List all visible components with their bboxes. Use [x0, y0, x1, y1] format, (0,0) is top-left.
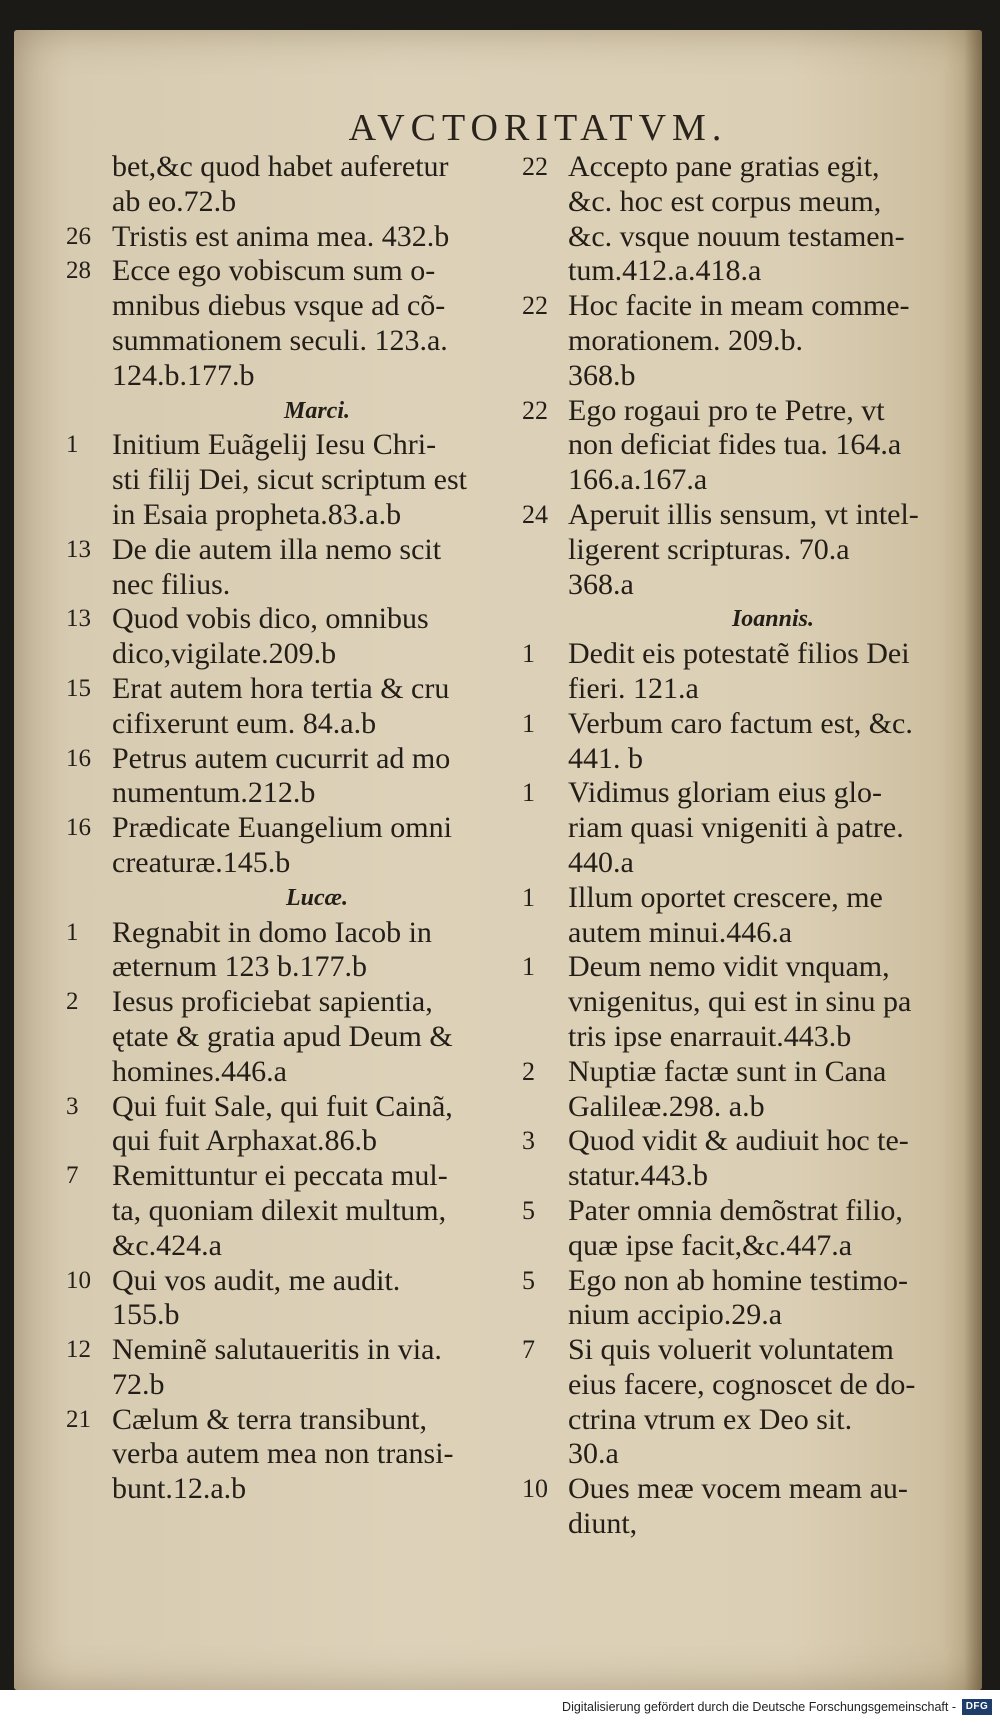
citation-entry [66, 220, 522, 255]
citation-line: non deficiat fides tua. 164.a [568, 428, 902, 462]
citation-line: creaturæ.145.b [112, 845, 291, 879]
citation-entry [66, 533, 522, 603]
citation-line: quæ ipse facit,&c.447.a [568, 1228, 853, 1262]
citation-entry [66, 916, 522, 986]
citation-line: Dedit eis potestatẽ filios Dei [568, 637, 910, 671]
citation-line: Illum oportet crescere, me [568, 880, 883, 914]
citation-entry [522, 950, 978, 1054]
citation-line: Cælum & terra transibunt, [112, 1402, 427, 1436]
citation-entry [66, 1090, 522, 1160]
citation-line: Deum nemo vidit vnquam, [568, 950, 890, 984]
citation-line: Quod vidit & audiuit hoc te- [568, 1124, 909, 1158]
chapter-number: 16 [66, 744, 91, 772]
citation-line: Qui fuit Sale, qui fuit Cainã, [112, 1089, 453, 1123]
chapter-number: 1 [522, 952, 535, 982]
chapter-number: 1 [66, 918, 79, 946]
citation-line: riam quasi vnigeniti à patre. [568, 811, 904, 845]
left-column [66, 150, 522, 1507]
citation-line: morationem. 209.b. [568, 323, 803, 357]
citation-line: ctrina vtrum ex Deo sit. [568, 1402, 853, 1436]
citation-entry [522, 1472, 978, 1542]
citation-entry [522, 1333, 978, 1472]
chapter-number: 1 [66, 431, 79, 459]
citation-entry [522, 1194, 978, 1264]
chapter-number: 28 [66, 257, 91, 285]
chapter-number: 1 [522, 708, 535, 738]
citation-line: Hoc facite in meam comme- [568, 289, 910, 323]
citation-line: 368.a [568, 567, 634, 601]
citation-line: mnibus diebus vsque ad cõ- [112, 289, 446, 323]
citation-line: nec filius. [112, 567, 231, 601]
running-header: AVCTORITATVM. [348, 107, 728, 149]
citation-line: Qui vos audit, me audit. [112, 1263, 401, 1297]
citation-line: Neminẽ salutaueritis in via. [112, 1333, 442, 1367]
citation-entry [66, 811, 522, 881]
citation-line: Galileæ.298. a.b [568, 1089, 765, 1123]
chapter-number: 2 [66, 988, 79, 1016]
digitization-footer [0, 1690, 1000, 1726]
chapter-number: 13 [66, 535, 91, 563]
citation-line: Aperuit illis sensum, vt intel- [568, 497, 919, 531]
chapter-number: 21 [66, 1405, 91, 1433]
citation-line: æternum 123 b.177.b [112, 950, 367, 984]
citation-line: Regnabit in domo Iacob in [112, 915, 432, 949]
citation-line: Nuptiæ factæ sunt in Cana [568, 1054, 887, 1088]
chapter-number: 12 [66, 1336, 91, 1364]
citation-line: &c. vsque nouum testamen- [568, 219, 905, 253]
dfg-logo: DFG [962, 1699, 992, 1715]
citation-line: Initium Euãgelij Iesu Chri- [112, 428, 437, 462]
citation-entry [522, 1055, 978, 1125]
citation-line: Verbum caro factum est, &c. [568, 706, 913, 740]
book-section-heading: Marci. [284, 397, 350, 424]
chapter-number: 1 [522, 639, 535, 669]
citation-line: Petrus autem cucurrit ad mo [112, 741, 451, 775]
citation-line: Ego rogaui pro te Petre, vt [568, 393, 885, 427]
citation-line: &c.424.a [112, 1228, 222, 1262]
citation-line: ętate & gratia apud Deum & [112, 1019, 453, 1053]
citation-line: 155.b [112, 1298, 180, 1332]
citation-line: ligerent scripturas. 70.a [568, 532, 850, 566]
citation-line: 30.a [568, 1437, 619, 1471]
chapter-number: 5 [522, 1195, 535, 1225]
book-section-heading: Lucæ. [286, 884, 348, 911]
citation-line: statur.443.b [568, 1159, 708, 1193]
chapter-number: 7 [522, 1335, 535, 1365]
citation-entry [522, 707, 978, 777]
citation-line: vnigenitus, qui est in sinu pa [568, 985, 912, 1019]
citation-line: Iesus proficiebat sapientia, [112, 985, 433, 1019]
citation-line: homines.446.a [112, 1054, 287, 1088]
citation-line: bunt.12.a.b [112, 1472, 247, 1506]
citation-entry [522, 637, 978, 707]
chapter-number: 22 [522, 152, 548, 181]
citation-line: numentum.212.b [112, 776, 316, 810]
citation-line: 166.a.167.a [568, 463, 708, 497]
citation-entry [522, 289, 978, 393]
right-column [522, 150, 978, 1542]
citation-entry [66, 254, 522, 393]
citation-entry [66, 150, 522, 220]
citation-entry [522, 1124, 978, 1194]
citation-entry [66, 1264, 522, 1334]
citation-line: &c. hoc est corpus meum, [568, 184, 882, 218]
citation-entry [66, 1333, 522, 1403]
chapter-number: 10 [522, 1474, 548, 1504]
citation-entry [66, 742, 522, 812]
chapter-number: 10 [66, 1266, 91, 1294]
citation-line: qui fuit Arphaxat.86.b [112, 1124, 377, 1158]
citation-entry [522, 776, 978, 880]
citation-line: Tristis est anima mea. 432.b [112, 219, 450, 253]
citation-entry [66, 1403, 522, 1507]
chapter-number: 7 [66, 1162, 79, 1190]
citation-line: summationem seculi. 123.a. [112, 323, 448, 357]
chapter-number: 13 [66, 605, 91, 633]
citation-line: tum.412.a.418.a [568, 254, 762, 288]
citation-line: nium accipio.29.a [568, 1298, 783, 1332]
citation-entry [66, 602, 522, 672]
citation-line: Accepto pane gratias egit, [568, 150, 880, 183]
citation-line: in Esaia propheta.83.a.b [112, 497, 402, 531]
chapter-number: 22 [522, 395, 548, 425]
citation-line: cifixerunt eum. 84.a.b [112, 706, 377, 740]
chapter-number: 1 [522, 778, 535, 808]
citation-line: diunt, [568, 1507, 638, 1541]
citation-line: Si quis voluerit voluntatem [568, 1333, 894, 1367]
citation-line: Remittuntur ei peccata mul- [112, 1159, 448, 1193]
chapter-number: 3 [522, 1126, 535, 1156]
chapter-number: 2 [522, 1056, 535, 1086]
citation-line: Ego non ab homine testimo- [568, 1263, 908, 1297]
citation-line: bet,&c quod habet auferetur [112, 150, 449, 183]
citation-line: 124.b.177.b [112, 358, 255, 392]
citation-line: De die autem illa nemo scit [112, 532, 442, 566]
citation-line: autem minui.446.a [568, 915, 793, 949]
citation-entry [522, 881, 978, 951]
chapter-number: 15 [66, 674, 91, 702]
citation-line: ab eo.72.b [112, 184, 237, 218]
citation-entry [66, 428, 522, 532]
citation-line: eius facere, cognoscet de do- [568, 1367, 916, 1401]
citation-line: Oues meæ vocem meam au- [568, 1472, 908, 1506]
chapter-number: 1 [522, 882, 535, 912]
book-page [14, 30, 982, 1690]
citation-line: fieri. 121.a [568, 671, 699, 705]
chapter-number: 16 [66, 814, 91, 842]
chapter-number: 24 [522, 499, 548, 529]
citation-line: Pater omnia demõstrat filio, [568, 1193, 903, 1227]
citation-entry [522, 150, 978, 289]
citation-line: Erat autem hora tertia & cru [112, 671, 450, 705]
citation-entry [522, 394, 978, 498]
chapter-number: 3 [66, 1092, 79, 1120]
citation-line: ta, quoniam dilexit multum, [112, 1193, 447, 1227]
citation-entry [522, 498, 978, 602]
citation-entry [66, 1159, 522, 1263]
citation-line: Ecce ego vobiscum sum o- [112, 254, 436, 288]
citation-entry [66, 672, 522, 742]
citation-entry [522, 1264, 978, 1334]
footer-credit: Digitalisierung gefördert durch die Deutsche Forschungsgemeinschaft - [562, 1700, 956, 1714]
citation-line: sti filij Dei, sicut scriptum est [112, 463, 467, 497]
chapter-number: 26 [66, 222, 91, 250]
chapter-number: 22 [522, 291, 548, 321]
citation-entry [66, 985, 522, 1089]
citation-line: verba autem mea non transi- [112, 1437, 454, 1471]
citation-line: tris ipse enarrauit.443.b [568, 1019, 852, 1053]
citation-line: 368.b [568, 358, 636, 392]
book-section-heading: Ioannis. [731, 606, 815, 633]
citation-line: Quod vobis dico, omnibus [112, 602, 429, 636]
citation-line: 72.b [112, 1367, 165, 1401]
chapter-number: 5 [522, 1265, 535, 1295]
citation-line: 440.a [568, 845, 634, 879]
citation-line: dico,vigilate.209.b [112, 637, 337, 671]
citation-line: Prædicate Euangelium omni [112, 811, 452, 845]
citation-line: Vidimus gloriam eius glo- [568, 776, 883, 810]
citation-line: 441. b [568, 741, 643, 775]
